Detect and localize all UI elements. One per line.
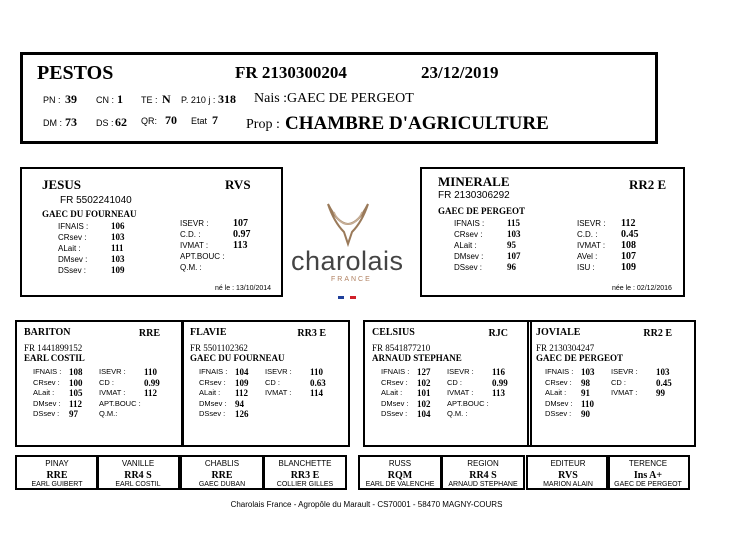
- index-value: 102: [417, 377, 431, 388]
- index-label: ALait :: [454, 241, 477, 250]
- prop-value: CHAMBRE D'AGRICULTURE: [285, 113, 549, 134]
- index-label: APT.BOUC :: [447, 398, 489, 408]
- index-value: 97: [69, 409, 78, 419]
- index-label: CRsev :: [58, 233, 87, 242]
- index-label: Q.M.:: [99, 409, 118, 418]
- index-value: 108: [69, 367, 83, 377]
- index-label: ISU :: [577, 263, 595, 272]
- index-value: 113: [492, 388, 506, 398]
- index-label: CD :: [99, 377, 114, 387]
- index-label: ISEVR :: [577, 219, 606, 228]
- index-label: CRsev :: [545, 377, 572, 387]
- index-label: ISEVR :: [447, 367, 474, 376]
- index-label: DMsev :: [58, 255, 88, 264]
- index-label: Q.M. :: [447, 409, 468, 418]
- dam-id: FR 2130306292: [438, 190, 510, 201]
- index-label: CRsev :: [454, 230, 483, 239]
- index-value: 108: [621, 240, 636, 251]
- index-label: C.D. :: [180, 230, 201, 239]
- index-value: 90: [581, 409, 590, 419]
- gp-id: FR 8541877210: [372, 343, 431, 353]
- index-value: 112: [144, 388, 158, 398]
- index-value: 112: [235, 388, 249, 398]
- sire-name: JESUS: [42, 177, 82, 192]
- gp-breeder: GAEC DE PERGEOT: [536, 353, 624, 363]
- etat-value: 7: [212, 113, 218, 127]
- index-value: 99: [656, 388, 665, 398]
- charolais-logo: [288, 198, 408, 298]
- sire-id: FR 5502241040: [60, 195, 132, 206]
- ggp-name: CHABLIS: [204, 459, 240, 468]
- index-value: 94: [235, 398, 244, 409]
- ggp-name: BLANCHETTE: [278, 459, 332, 468]
- ggp-code: RRE: [46, 470, 68, 481]
- sire-card: [20, 167, 283, 297]
- ggp-breeder: ARNAUD STEPHANE: [448, 481, 518, 488]
- ggp-name: PINAY: [45, 459, 69, 468]
- index-label: DMsev :: [33, 398, 61, 408]
- great-grandparent-card: [441, 455, 525, 490]
- index-value: 0.99: [492, 377, 508, 388]
- sire-birthdate: né le : 13/10/2014: [215, 285, 272, 292]
- index-label: DMsev :: [381, 398, 409, 408]
- ggp-name: EDITEUR: [550, 459, 586, 468]
- index-label: ISEVR :: [611, 367, 638, 376]
- index-value: 107: [233, 218, 248, 229]
- gp-name: JOVIALE: [536, 327, 581, 338]
- index-value: 109: [235, 377, 249, 388]
- gp-id: FR 5501102362: [190, 343, 248, 353]
- index-label: Q.M. :: [180, 263, 202, 272]
- p210-value: 318: [218, 92, 236, 106]
- index-label: IVMAT :: [180, 241, 209, 250]
- index-value: 105: [69, 388, 83, 398]
- dam-breeder: GAEC DE PERGEOT: [438, 206, 526, 216]
- index-label: IVMAT :: [265, 388, 292, 397]
- qr-value: 70: [165, 113, 177, 127]
- index-label: CD :: [447, 377, 462, 387]
- footer-address: Charolais France - Agropôle du Marault - CS70001 - 58470 MAGNY-COURS: [230, 500, 503, 509]
- index-value: 96: [507, 262, 516, 272]
- nais-value: GAEC DE PERGEOT: [287, 91, 414, 106]
- index-label: DMsev :: [199, 398, 227, 408]
- gp-code: RR2 E: [643, 328, 672, 339]
- index-value: 0.45: [656, 377, 672, 388]
- great-grandparent-card: [263, 455, 347, 490]
- dam-name: MINERALE: [438, 174, 510, 189]
- dm-label: DM :: [43, 118, 62, 128]
- great-grandparent-card: [606, 455, 690, 490]
- index-label: ALait :: [545, 388, 567, 397]
- index-value: 0.97: [233, 229, 251, 240]
- edit-date: 23/12/2019: [421, 63, 499, 82]
- index-label: ISEVR :: [99, 367, 126, 376]
- sire-code: RVS: [225, 177, 251, 192]
- logo-text: charolais: [291, 246, 404, 276]
- gp-code: RR3 E: [297, 328, 326, 339]
- index-value: 115: [507, 218, 521, 228]
- index-label: IVMAT :: [447, 388, 474, 397]
- index-label: CD :: [265, 377, 280, 387]
- index-value: 116: [492, 367, 506, 377]
- gp-name: CELSIUS: [372, 327, 415, 338]
- index-label: APT.BOUC :: [180, 252, 225, 261]
- index-label: DSsev :: [454, 263, 483, 272]
- index-label: CD :: [611, 377, 626, 387]
- grandparent-card: [15, 320, 184, 447]
- index-label: CRsev :: [199, 377, 226, 387]
- ggp-code: Ins A+: [633, 470, 663, 481]
- french-flag-icon: [338, 286, 356, 289]
- index-label: DMsev :: [454, 252, 484, 261]
- ds-value: 62: [115, 115, 127, 129]
- index-value: 127: [417, 367, 431, 377]
- index-label: IVMAT :: [577, 241, 606, 250]
- index-value: 110: [310, 367, 324, 377]
- pn-value: 39: [65, 92, 77, 106]
- great-grandparent-card: [15, 455, 99, 490]
- great-grandparent-card: [358, 455, 442, 490]
- index-value: 112: [621, 218, 636, 229]
- index-value: 113: [233, 240, 248, 251]
- index-value: 91: [581, 388, 590, 398]
- gp-breeder: ARNAUD STEPHANE: [372, 353, 462, 363]
- grandparent-card: [363, 320, 532, 447]
- index-value: 112: [69, 398, 83, 409]
- index-value: 103: [111, 232, 125, 242]
- great-grandparent-card: [180, 455, 264, 490]
- ggp-code: RR3 E: [290, 470, 320, 481]
- index-value: 111: [111, 243, 124, 253]
- index-value: 107: [621, 251, 636, 262]
- index-label: ALait :: [381, 388, 403, 397]
- dam-birthdate: née le : 02/12/2016: [612, 285, 672, 292]
- index-value: 102: [417, 398, 431, 409]
- great-grandparent-card: [526, 455, 610, 490]
- index-value: 114: [310, 388, 324, 398]
- bull-head-icon: [288, 198, 408, 248]
- ggp-code: RVS: [558, 470, 578, 481]
- gp-name: BARITON: [24, 327, 71, 338]
- gp-name: FLAVIE: [190, 327, 227, 338]
- ggp-name: REGION: [467, 459, 499, 468]
- ds-label: DS :: [96, 118, 114, 128]
- index-label: CRsev :: [33, 377, 60, 387]
- ggp-breeder: EARL DE VALENCHE: [365, 481, 435, 488]
- ggp-breeder: GAEC DE PERGEOT: [614, 481, 682, 488]
- index-label: DSsev :: [58, 266, 87, 275]
- ggp-name: VANILLE: [121, 459, 155, 468]
- index-label: DSsev :: [381, 409, 408, 418]
- ggp-breeder: MARION ALAIN: [543, 481, 593, 488]
- index-value: 104: [235, 367, 249, 377]
- index-value: 95: [507, 240, 516, 250]
- index-label: IFNAIS :: [381, 367, 410, 376]
- index-value: 103: [581, 367, 595, 377]
- gp-code: RJC: [488, 328, 508, 339]
- etat-label: Etat: [191, 116, 208, 126]
- index-label: IVMAT :: [611, 388, 638, 397]
- gp-breeder: EARL COSTIL: [24, 353, 85, 363]
- index-label: ISEVR :: [180, 219, 209, 228]
- animal-header: [20, 52, 658, 144]
- index-value: 109: [621, 262, 636, 273]
- ggp-breeder: EARL GUIBERT: [31, 481, 83, 488]
- cn-value: 1: [117, 92, 123, 106]
- dam-card: [420, 167, 685, 297]
- index-value: 100: [69, 377, 83, 388]
- index-label: IFNAIS :: [199, 367, 228, 376]
- te-value: N: [162, 92, 171, 106]
- pn-label: PN :: [43, 95, 61, 105]
- qr-label: QR:: [141, 116, 158, 126]
- index-label: ISEVR :: [265, 367, 292, 376]
- grandparent-card: [181, 320, 350, 447]
- te-label: TE :: [141, 95, 158, 105]
- gp-breeder: GAEC DU FOURNEAU: [190, 353, 285, 363]
- p210-label: P. 210 j :: [181, 95, 216, 105]
- index-label: IFNAIS :: [545, 367, 574, 376]
- index-value: 126: [235, 409, 249, 419]
- gp-code: RRE: [138, 328, 160, 339]
- index-value: 103: [507, 229, 521, 239]
- sire-breeder: GAEC DU FOURNEAU: [42, 209, 137, 219]
- index-value: 109: [111, 265, 125, 275]
- index-label: IVMAT :: [99, 388, 126, 397]
- index-label: ALait :: [33, 388, 55, 397]
- ggp-code: RQM: [387, 470, 413, 481]
- index-value: 107: [507, 251, 521, 261]
- ggp-breeder: EARL COSTIL: [115, 481, 161, 488]
- logo-country: FRANCE: [331, 276, 372, 283]
- ggp-name: RUSS: [388, 459, 412, 468]
- great-grandparent-card: [96, 455, 180, 490]
- index-label: APT.BOUC :: [99, 398, 141, 408]
- nais-label: Nais :: [254, 91, 288, 106]
- gp-id: FR 2130304247: [536, 343, 595, 353]
- index-value: 110: [581, 398, 595, 409]
- animal-name: PESTOS: [37, 62, 114, 84]
- dam-code: RR2 E: [629, 177, 667, 192]
- animal-id: FR 2130300204: [235, 63, 347, 82]
- index-value: 110: [144, 367, 158, 377]
- index-value: 0.99: [144, 377, 160, 388]
- index-label: IFNAIS :: [58, 222, 89, 231]
- prop-label: Prop :: [246, 117, 280, 132]
- dm-value: 73: [65, 115, 77, 129]
- index-value: 103: [111, 254, 125, 264]
- ggp-breeder: COLLIER GILLES: [276, 481, 334, 488]
- index-label: ALait :: [199, 388, 221, 397]
- index-label: C.D. :: [577, 230, 598, 239]
- index-value: 103: [656, 367, 670, 377]
- index-label: DSsev :: [33, 409, 60, 418]
- ggp-name: TERENCE: [628, 459, 668, 468]
- index-label: IFNAIS :: [33, 367, 62, 376]
- index-label: ALait :: [58, 244, 81, 253]
- index-value: 106: [111, 221, 125, 231]
- grandparent-card: [527, 320, 696, 447]
- index-value: 101: [417, 388, 431, 398]
- index-value: 0.63: [310, 377, 326, 388]
- cn-label: CN :: [96, 95, 114, 105]
- ggp-breeder: GAEC DUBAN: [198, 481, 246, 488]
- index-value: 104: [417, 409, 431, 419]
- index-label: IFNAIS :: [454, 219, 485, 228]
- index-label: DSsev :: [199, 409, 226, 418]
- index-label: AVel :: [577, 252, 598, 261]
- index-label: CRsev :: [381, 377, 408, 387]
- ggp-code: RRE: [211, 470, 233, 481]
- index-label: DMsev :: [545, 398, 573, 408]
- index-label: DSsev :: [545, 409, 572, 418]
- index-value: 98: [581, 377, 590, 388]
- gp-id: FR 1441899152: [24, 343, 83, 353]
- index-value: 0.45: [621, 229, 639, 240]
- ggp-code: RR4 S: [124, 470, 152, 481]
- ggp-code: RR4 S: [469, 470, 497, 481]
